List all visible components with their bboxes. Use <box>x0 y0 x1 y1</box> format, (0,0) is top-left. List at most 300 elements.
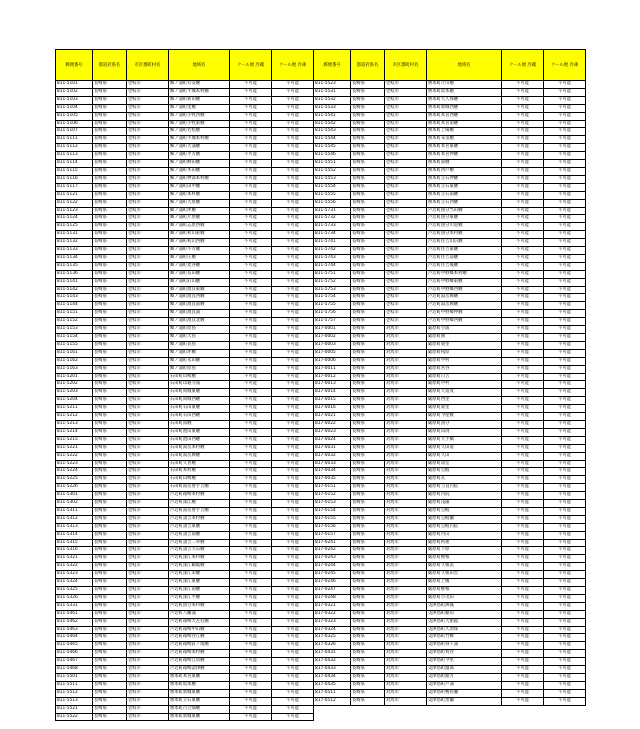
cell-city: 対馬市 <box>385 381 427 389</box>
table-row <box>56 239 314 247</box>
table-row <box>314 231 586 239</box>
cell-prefecture: 長崎県 <box>93 262 127 270</box>
cell-area: 郷ノ浦町大原触 <box>169 199 230 207</box>
cell-postal-code: 811-5311 <box>56 507 93 515</box>
cell-prefecture: 長崎県 <box>351 658 385 666</box>
cell-area: 芦辺町中野郷本村触 <box>427 270 502 278</box>
cell-area: 美津島町鴨居瀬 <box>427 689 502 697</box>
cell-cool-chilled: 不可能 <box>230 436 272 444</box>
table-row <box>56 389 314 397</box>
cell-area: 郷ノ浦町麦谷触 <box>169 262 230 270</box>
cell-prefecture: 長崎県 <box>93 278 127 286</box>
cell-prefecture: 長崎県 <box>93 515 127 523</box>
cell-area: 厳原町瓦 <box>427 476 502 484</box>
cell-postal-code: 817-0242 <box>314 547 351 555</box>
cell-area: 郷ノ浦町平方触 <box>169 152 230 160</box>
cell-prefecture: 長崎県 <box>351 128 385 136</box>
cell-postal-code: 817-0243 <box>314 555 351 563</box>
table-row <box>314 547 586 555</box>
cell-prefecture: 長崎県 <box>93 326 127 334</box>
cell-cool-frozen: 不可能 <box>272 136 314 144</box>
cell-area: 芦辺町諸吉南触 <box>169 531 230 539</box>
cell-area: 芦辺町中野郷東触 <box>427 278 502 286</box>
table-row <box>56 697 314 705</box>
cell-cool-chilled: 不可能 <box>502 697 544 705</box>
cell-prefecture: 長崎県 <box>351 96 385 104</box>
table-row <box>314 160 586 168</box>
cell-area: 美津島町久須保 <box>427 626 502 634</box>
cell-prefecture: 長崎県 <box>351 207 385 215</box>
cell-city: 対馬市 <box>385 594 427 602</box>
table-row <box>56 207 314 215</box>
cell-cool-chilled: 不可能 <box>502 104 544 112</box>
cell-cool-frozen: 不可能 <box>544 673 586 681</box>
cell-city: 壱岐市 <box>127 294 169 302</box>
postal-table-right <box>313 49 586 706</box>
cell-prefecture: 長崎県 <box>351 349 385 357</box>
cell-city: 壱岐市 <box>127 420 169 428</box>
cell-cool-chilled: 不可能 <box>502 420 544 428</box>
cell-postal-code: 811-5463 <box>56 626 93 634</box>
cell-cool-frozen: 不可能 <box>544 658 586 666</box>
cell-area: 厳原町下原 <box>427 547 502 555</box>
cell-area: 勝本町本宮東触 <box>169 673 230 681</box>
cell-cool-frozen: 不可能 <box>272 547 314 555</box>
cell-city: 対馬市 <box>385 673 427 681</box>
cell-cool-frozen: 不可能 <box>272 373 314 381</box>
cell-cool-chilled: 不可能 <box>230 357 272 365</box>
cell-cool-chilled: 不可能 <box>502 183 544 191</box>
cell-cool-chilled: 不可能 <box>230 302 272 310</box>
cell-cool-chilled: 不可能 <box>230 175 272 183</box>
cell-cool-chilled: 不可能 <box>230 294 272 302</box>
cell-cool-frozen: 不可能 <box>544 500 586 508</box>
cell-postal-code: 811-5122 <box>56 199 93 207</box>
cell-cool-chilled: 不可能 <box>502 626 544 634</box>
cell-cool-chilled: 不可能 <box>502 270 544 278</box>
table-row <box>314 373 586 381</box>
table-row <box>314 318 586 326</box>
header-prefecture: 都道府県名 <box>93 50 127 81</box>
cell-area: 美津島町雞知 <box>427 610 502 618</box>
cell-city: 対馬市 <box>385 476 427 484</box>
table-row <box>314 239 586 247</box>
cell-postal-code: 811-5131 <box>56 231 93 239</box>
cell-prefecture: 長崎県 <box>93 547 127 555</box>
header-prefecture: 都道府県名 <box>351 50 385 81</box>
cell-cool-frozen: 不可能 <box>544 318 586 326</box>
cell-cool-chilled: 不可能 <box>230 183 272 191</box>
cell-postal-code: 811-5211 <box>56 405 93 413</box>
table-row <box>56 405 314 413</box>
cell-prefecture: 長崎県 <box>93 618 127 626</box>
cell-city: 壱岐市 <box>127 183 169 191</box>
cell-city: 壱岐市 <box>127 120 169 128</box>
cell-prefecture: 長崎県 <box>93 239 127 247</box>
cell-postal-code: 811-5302 <box>56 500 93 508</box>
table-row <box>314 555 586 563</box>
cell-postal-code: 817-0154 <box>314 507 351 515</box>
cell-city: 対馬市 <box>385 515 427 523</box>
table-row <box>56 310 314 318</box>
cell-cool-chilled: 不可能 <box>230 666 272 674</box>
cell-area: 郷ノ浦町庄触 <box>169 254 230 262</box>
cell-postal-code: 817-0433 <box>314 666 351 674</box>
cell-city: 壱岐市 <box>127 88 169 96</box>
cell-prefecture: 長崎県 <box>93 563 127 571</box>
cell-prefecture: 長崎県 <box>351 294 385 302</box>
cell-prefecture: 長崎県 <box>93 191 127 199</box>
cell-cool-frozen: 不可能 <box>272 468 314 476</box>
cell-city: 対馬市 <box>385 666 427 674</box>
table-row <box>314 634 586 642</box>
cell-cool-frozen: 不可能 <box>272 381 314 389</box>
cell-cool-chilled: 不可能 <box>502 381 544 389</box>
table-row <box>56 444 314 452</box>
header-postal-code: 郵便番号 <box>314 50 351 81</box>
cell-cool-chilled: 不可能 <box>230 610 272 618</box>
cell-postal-code: 817-0016 <box>314 405 351 413</box>
table-row <box>56 460 314 468</box>
cell-prefecture: 長崎県 <box>93 136 127 144</box>
cell-cool-frozen: 不可能 <box>544 515 586 523</box>
cell-postal-code: 811-5545 <box>314 144 351 152</box>
cell-area: 芦辺町住吉前触 <box>427 254 502 262</box>
cell-cool-frozen: 不可能 <box>272 112 314 120</box>
cell-city: 壱岐市 <box>127 515 169 523</box>
table-row <box>56 626 314 634</box>
cell-cool-chilled: 不可能 <box>230 326 272 334</box>
cell-prefecture: 長崎県 <box>93 539 127 547</box>
table-row <box>56 104 314 112</box>
cell-cool-frozen: 不可能 <box>272 539 314 547</box>
cell-cool-chilled: 不可能 <box>502 610 544 618</box>
cell-city: 対馬市 <box>385 365 427 373</box>
cell-area: 厳原町宮谷 <box>427 365 502 373</box>
cell-city: 対馬市 <box>385 357 427 365</box>
cell-postal-code: 811-5155 <box>56 341 93 349</box>
cell-cool-frozen: 不可能 <box>544 167 586 175</box>
table-row <box>56 634 314 642</box>
cell-area: 郷ノ浦町物部本村触 <box>169 175 230 183</box>
cell-postal-code: 817-0015 <box>314 397 351 405</box>
cell-cool-chilled: 不可能 <box>502 262 544 270</box>
cell-prefecture: 長崎県 <box>93 112 127 120</box>
cell-city: 壱岐市 <box>127 547 169 555</box>
cell-area: 石田町石田東触 <box>169 405 230 413</box>
table-row <box>314 452 586 460</box>
table-row <box>56 397 314 405</box>
table-row <box>56 199 314 207</box>
cell-cool-chilled: 不可能 <box>502 452 544 460</box>
cell-area: 石田町湯岳興触 <box>169 452 230 460</box>
cell-cool-frozen: 不可能 <box>272 152 314 160</box>
cell-cool-frozen: 不可能 <box>272 254 314 262</box>
cell-postal-code: 811-5144 <box>56 302 93 310</box>
cell-cool-chilled: 不可能 <box>502 231 544 239</box>
cell-cool-frozen: 不可能 <box>544 539 586 547</box>
cell-area: 厳原町豆酘 <box>427 468 502 476</box>
cell-postal-code: 817-0006 <box>314 357 351 365</box>
cell-area: 厳原町樫根 <box>427 555 502 563</box>
cell-area: 厳原町南室 <box>427 460 502 468</box>
table-row <box>56 136 314 144</box>
cell-cool-chilled: 不可能 <box>502 175 544 183</box>
cell-prefecture: 長崎県 <box>351 618 385 626</box>
cell-prefecture: 長崎県 <box>93 634 127 642</box>
cell-prefecture: 長崎県 <box>93 81 127 89</box>
cell-cool-chilled: 不可能 <box>230 278 272 286</box>
cell-postal-code: 811-5326 <box>56 594 93 602</box>
table-row <box>56 507 314 515</box>
cell-area: 郷ノ浦町新田触 <box>169 96 230 104</box>
table-row <box>314 88 586 96</box>
header-cool-chilled: クール便 冷蔵 <box>230 50 272 81</box>
cell-prefecture: 長崎県 <box>351 666 385 674</box>
cell-city: 対馬市 <box>385 610 427 618</box>
table-row <box>314 413 586 421</box>
cell-cool-chilled: 不可能 <box>502 128 544 136</box>
cell-city: 壱岐市 <box>385 160 427 168</box>
cell-city: 壱岐市 <box>385 152 427 160</box>
cell-city: 壱岐市 <box>385 144 427 152</box>
cell-area: 厳原町小浦 <box>427 326 502 334</box>
cell-postal-code: 811-5462 <box>56 618 93 626</box>
cell-prefecture: 長崎県 <box>351 215 385 223</box>
table-row <box>56 579 314 587</box>
cell-prefecture: 長崎県 <box>93 373 127 381</box>
cell-prefecture: 長崎県 <box>93 96 127 104</box>
cell-postal-code: 811-5115 <box>56 167 93 175</box>
cell-city: 壱岐市 <box>127 642 169 650</box>
cell-prefecture: 長崎県 <box>351 452 385 460</box>
cell-city: 壱岐市 <box>385 247 427 255</box>
cell-cool-frozen: 不可能 <box>272 389 314 397</box>
cell-cool-chilled: 不可能 <box>230 571 272 579</box>
table-row <box>314 658 586 666</box>
cell-cool-frozen: 不可能 <box>544 571 586 579</box>
cell-cool-frozen: 不可能 <box>272 484 314 492</box>
cell-city: 壱岐市 <box>127 594 169 602</box>
cell-cool-chilled: 不可能 <box>502 413 544 421</box>
cell-city: 壱岐市 <box>385 207 427 215</box>
cell-city: 対馬市 <box>385 650 427 658</box>
cell-cool-frozen: 不可能 <box>544 579 586 587</box>
cell-postal-code: 817-0431 <box>314 650 351 658</box>
cell-area: 勝本町新城東触 <box>169 689 230 697</box>
cell-postal-code: 811-5225 <box>56 476 93 484</box>
cell-city: 対馬市 <box>385 484 427 492</box>
cell-cool-chilled: 不可能 <box>230 223 272 231</box>
cell-cool-frozen: 不可能 <box>272 223 314 231</box>
cell-cool-chilled: 不可能 <box>502 500 544 508</box>
cell-area: 芦辺町深江触 <box>169 500 230 508</box>
cell-cool-frozen: 不可能 <box>544 326 586 334</box>
cell-area: 厳原町浅藻 <box>427 500 502 508</box>
cell-area: 石田町湯岳本村触 <box>169 444 230 452</box>
cell-prefecture: 長崎県 <box>93 650 127 658</box>
cell-cool-chilled: 不可能 <box>230 539 272 547</box>
table-row <box>56 381 314 389</box>
cell-prefecture: 長崎県 <box>93 713 127 721</box>
cell-area: 郷ノ浦町里触 <box>169 104 230 112</box>
cell-area: 芦辺町箱崎江角触 <box>169 658 230 666</box>
cell-cool-frozen: 不可能 <box>544 650 586 658</box>
cell-postal-code: 817-0435 <box>314 681 351 689</box>
cell-area: 石田町筒城東触 <box>169 389 230 397</box>
cell-cool-chilled: 不可能 <box>502 587 544 595</box>
cell-city: 壱岐市 <box>127 705 169 713</box>
table-row <box>56 341 314 349</box>
cell-cool-frozen: 不可能 <box>272 563 314 571</box>
cell-prefecture: 長崎県 <box>93 468 127 476</box>
table-row <box>56 673 314 681</box>
cell-city: 対馬市 <box>385 405 427 413</box>
cell-postal-code: 811-5201 <box>56 373 93 381</box>
table-row <box>56 81 314 89</box>
table-row <box>56 247 314 255</box>
cell-city: 壱岐市 <box>127 231 169 239</box>
cell-prefecture: 長崎県 <box>93 286 127 294</box>
cell-postal-code: 811-5756 <box>314 310 351 318</box>
cell-cool-chilled: 不可能 <box>502 294 544 302</box>
table-row <box>314 484 586 492</box>
cell-city: 壱岐市 <box>385 112 427 120</box>
cell-cool-frozen: 不可能 <box>272 571 314 579</box>
table-row <box>314 175 586 183</box>
cell-postal-code: 811-5133 <box>56 247 93 255</box>
cell-area: 厳原町中村 <box>427 357 502 365</box>
cell-cool-chilled: 不可能 <box>230 104 272 112</box>
cell-cool-frozen: 不可能 <box>544 310 586 318</box>
table-row <box>56 602 314 610</box>
cell-postal-code: 811-5467 <box>56 658 93 666</box>
cell-cool-chilled: 不可能 <box>230 96 272 104</box>
cell-prefecture: 長崎県 <box>351 697 385 705</box>
cell-cool-frozen: 不可能 <box>544 373 586 381</box>
table-row <box>56 476 314 484</box>
cell-city: 壱岐市 <box>127 286 169 294</box>
cell-postal-code: 811-5465 <box>56 642 93 650</box>
cell-postal-code: 817-0024 <box>314 436 351 444</box>
cell-cool-chilled: 不可能 <box>230 81 272 89</box>
cell-postal-code: 817-0322 <box>314 610 351 618</box>
table-row <box>314 326 586 334</box>
cell-cool-chilled: 不可能 <box>230 167 272 175</box>
cell-cool-chilled: 不可能 <box>230 523 272 531</box>
cell-prefecture: 長崎県 <box>351 373 385 381</box>
cell-city: 対馬市 <box>385 642 427 650</box>
cell-cool-chilled: 不可能 <box>230 286 272 294</box>
table-row <box>56 231 314 239</box>
table-row <box>314 610 586 618</box>
cell-area: 郷ノ浦町小牧西触 <box>169 112 230 120</box>
cell-area: 芦辺町深江東触 <box>169 579 230 587</box>
cell-cool-chilled: 不可能 <box>502 334 544 342</box>
cell-postal-code: 811-5464 <box>56 634 93 642</box>
table-row <box>56 484 314 492</box>
cell-city: 壱岐市 <box>127 555 169 563</box>
cell-area: 芦辺町箱崎釘ノ尾触 <box>169 642 230 650</box>
cell-cool-frozen: 不可能 <box>272 413 314 421</box>
cell-postal-code: 811-5754 <box>314 294 351 302</box>
cell-area: 勝本町本宮仲触 <box>427 152 502 160</box>
table-row <box>314 436 586 444</box>
cell-area: 勝本町西戸触 <box>427 167 502 175</box>
cell-prefecture: 長崎県 <box>93 199 127 207</box>
cell-city: 壱岐市 <box>127 144 169 152</box>
cell-area: 勝本町立石東触 <box>169 697 230 705</box>
cell-cool-frozen: 不可能 <box>272 460 314 468</box>
cell-cool-chilled: 不可能 <box>502 318 544 326</box>
cell-cool-frozen: 不可能 <box>272 697 314 705</box>
cell-postal-code: 811-5555 <box>314 191 351 199</box>
cell-postal-code: 811-5551 <box>314 160 351 168</box>
table-row <box>314 381 586 389</box>
cell-cool-chilled: 不可能 <box>502 278 544 286</box>
cell-cool-frozen: 不可能 <box>544 112 586 120</box>
cell-cool-chilled: 不可能 <box>230 531 272 539</box>
cell-area: 美津島町洲藻 <box>427 602 502 610</box>
table-row <box>56 318 314 326</box>
cell-city: 壱岐市 <box>385 262 427 270</box>
table-row <box>56 500 314 508</box>
cell-city: 対馬市 <box>385 555 427 563</box>
cell-area: 美津島町大船越 <box>427 618 502 626</box>
cell-cool-chilled: 不可能 <box>230 563 272 571</box>
cell-cool-chilled: 不可能 <box>230 650 272 658</box>
cell-prefecture: 長崎県 <box>93 460 127 468</box>
cell-postal-code: 817-0032 <box>314 452 351 460</box>
cell-cool-frozen: 不可能 <box>544 175 586 183</box>
cell-cool-chilled: 不可能 <box>502 476 544 484</box>
cell-cool-chilled: 不可能 <box>230 120 272 128</box>
cell-cool-frozen: 不可能 <box>272 365 314 373</box>
table-row <box>314 334 586 342</box>
cell-cool-chilled: 不可能 <box>230 420 272 428</box>
table-row <box>56 128 314 136</box>
cell-prefecture: 長崎県 <box>351 571 385 579</box>
cell-cool-frozen: 不可能 <box>544 626 586 634</box>
cell-cool-chilled: 不可能 <box>502 239 544 247</box>
cell-postal-code: 811-5215 <box>56 436 93 444</box>
cell-postal-code: 817-0003 <box>314 341 351 349</box>
cell-cool-frozen: 不可能 <box>272 666 314 674</box>
cell-area: 芦辺町箱崎本村触 <box>169 650 230 658</box>
cell-postal-code: 811-5501 <box>56 673 93 681</box>
cell-cool-chilled: 不可能 <box>502 207 544 215</box>
table-row <box>56 436 314 444</box>
cell-area: 芦辺町湯岳興触 <box>427 294 502 302</box>
cell-cool-chilled: 不可能 <box>502 507 544 515</box>
cell-cool-chilled: 不可能 <box>502 326 544 334</box>
cell-area: 郷ノ浦町渡良東触 <box>169 286 230 294</box>
cell-postal-code: 817-0012 <box>314 373 351 381</box>
cell-prefecture: 長崎県 <box>93 602 127 610</box>
cell-cool-frozen: 不可能 <box>544 215 586 223</box>
cell-city: 壱岐市 <box>127 152 169 160</box>
cell-area: 郷ノ浦町渡良浦 <box>169 310 230 318</box>
cell-area: 郷ノ浦町牛方触 <box>169 247 230 255</box>
table-row <box>314 507 586 515</box>
cell-prefecture: 長崎県 <box>351 389 385 397</box>
cell-cool-frozen: 不可能 <box>272 610 314 618</box>
cell-area: 厳原町天道茂 <box>427 389 502 397</box>
cell-city: 壱岐市 <box>127 634 169 642</box>
cell-prefecture: 長崎県 <box>93 413 127 421</box>
cell-cool-frozen: 不可能 <box>544 136 586 144</box>
cell-cool-chilled: 不可能 <box>502 460 544 468</box>
